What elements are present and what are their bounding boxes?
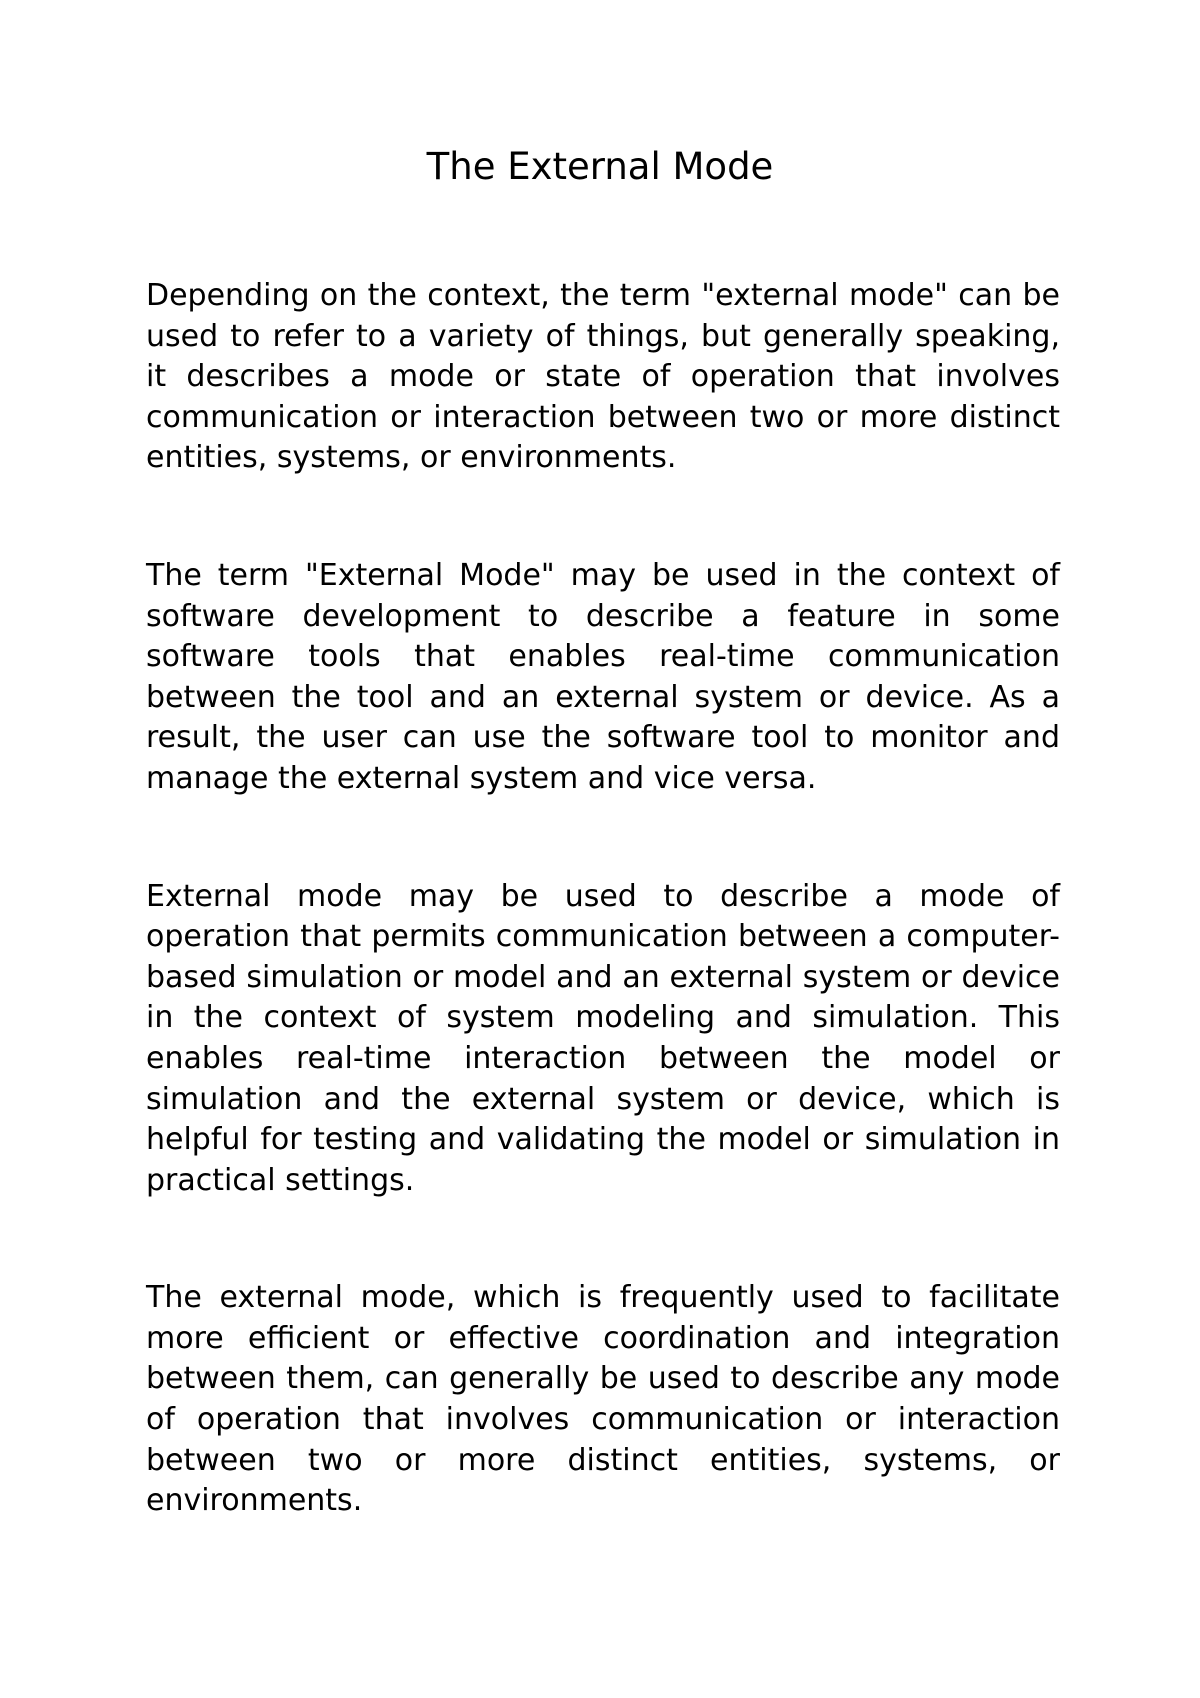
document-title: The External Mode: [426, 145, 774, 188]
document-body: [146, 276, 1060, 1599]
paragraph-1: Depending on the context, the term "external mode" can be used to refer to a variety of things, but generally speaking, it describes a mode or state of operation that involves communication or interaction between two or more distinct entities, systems, or environments.: [146, 278, 1060, 476]
paragraph-4: The external mode, which is frequently used to facilitate more efficient or effective coordination and integration between them, can generally be used to describe any mode of operation that involves communication or interaction between two or more distinct entities, systems, or environments.: [146, 1280, 1060, 1519]
paragraph-2: The term "External Mode" may be used in the context of software development to describe a feature in some software tools that enables real-time communication between the tool and an external system or device. As a result, the user can use the software tool to monitor and manage the external system and vice versa.: [146, 557, 1060, 796]
paragraph-3: External mode may be used to describe a mode of operation that permits communication between a computer-based simulation or model and an external system or device in the context of system modeling and simulation. This enables real-time interaction between the model or simulation and the external system or device, which is helpful for testing and validating the model or simulation in practical settings.: [146, 878, 1060, 1198]
